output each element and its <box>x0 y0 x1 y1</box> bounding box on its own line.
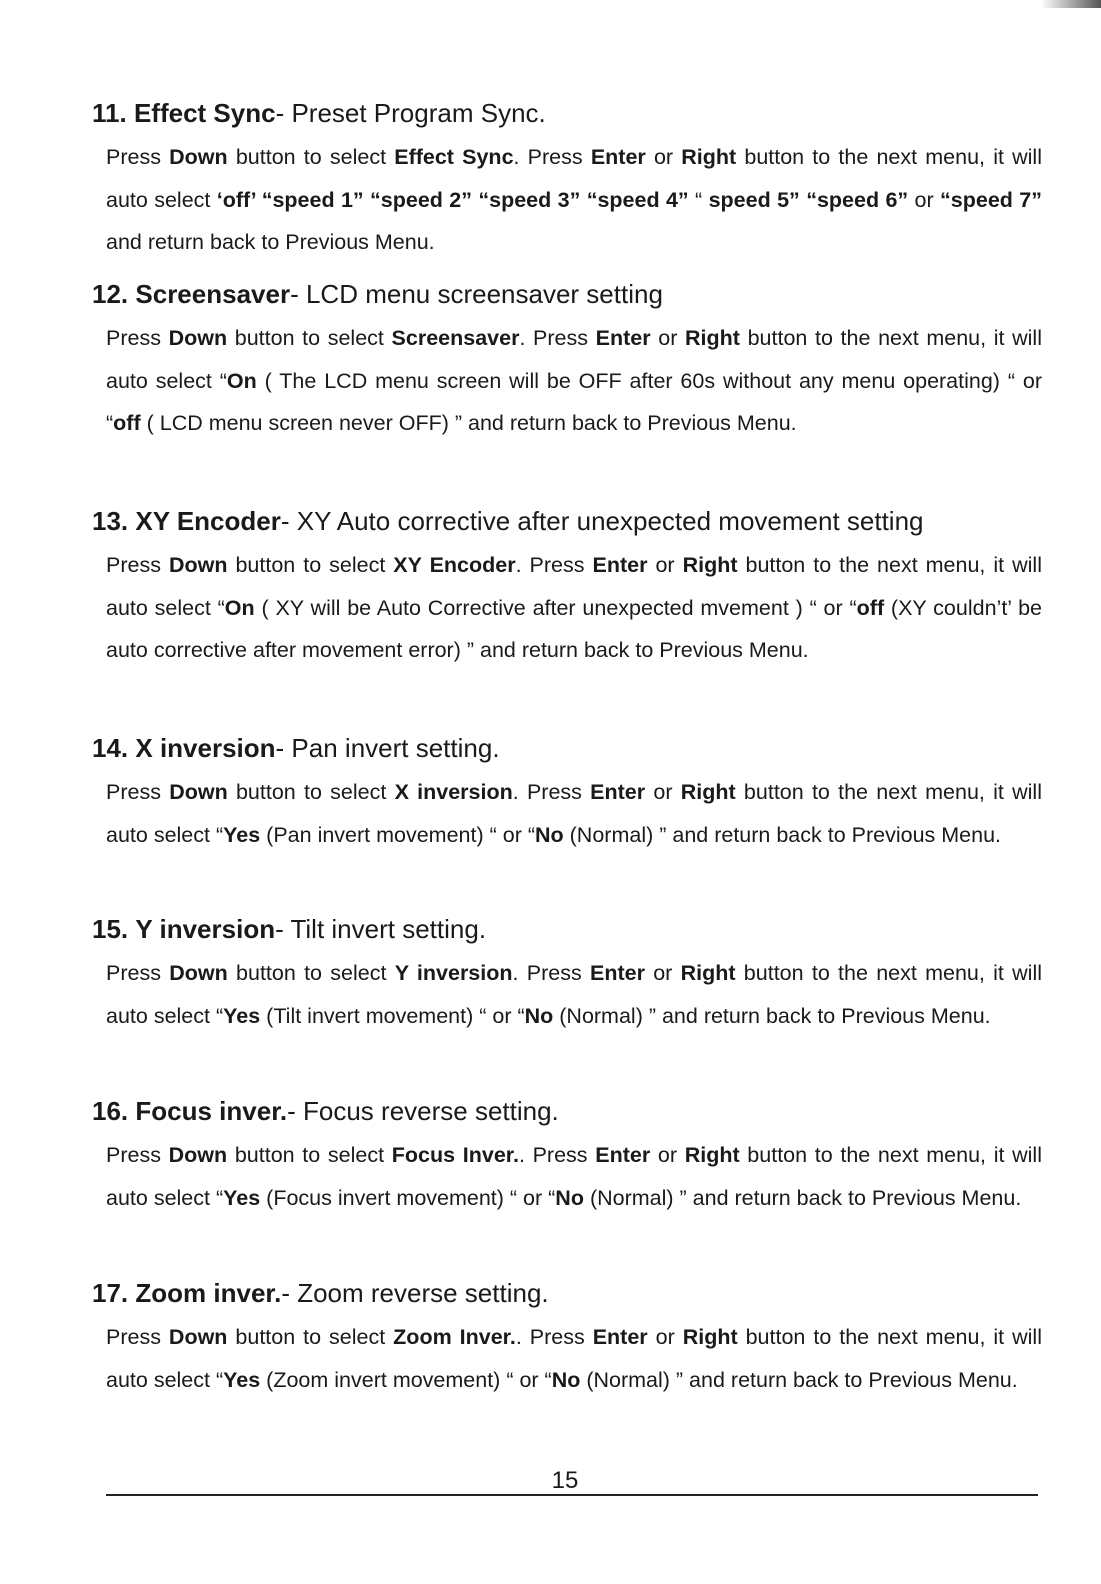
body-text-run: or <box>650 1143 685 1167</box>
body-bold-run: Focus Inver. <box>391 1143 519 1167</box>
body-text-run: . Press <box>513 145 591 169</box>
section-subtitle: - Pan invert setting. <box>275 733 500 763</box>
section-subtitle: - Tilt invert setting. <box>275 914 487 944</box>
section-heading <box>92 731 1042 765</box>
body-bold-run: Screensaver <box>391 326 520 350</box>
section-body <box>106 1134 1042 1219</box>
body-text-run: “ <box>688 187 709 212</box>
section-body <box>106 317 1042 445</box>
body-text-run: button to the next menu, it will auto select “ <box>106 1143 1042 1210</box>
body-bold-run: On <box>224 595 255 620</box>
body-bold-run: Down <box>169 780 228 804</box>
body-text-run: button to select <box>227 145 395 169</box>
body-text-run: or <box>645 145 682 169</box>
body-text-run: ( LCD menu screen never OFF) ” and return back to Previous Menu. <box>140 411 797 435</box>
body-text-run: Press <box>106 1143 169 1167</box>
section-body <box>106 1316 1042 1401</box>
body-bold-run: No <box>535 822 564 847</box>
body-text-run: or <box>644 961 681 985</box>
section-number: 12. <box>92 279 129 309</box>
body-bold-run: Right <box>684 1143 740 1167</box>
body-bold-run: Y inversion <box>394 961 513 985</box>
body-bold-run: Enter <box>590 145 646 169</box>
body-bold-run: Down <box>168 1143 228 1167</box>
section-xy-encoder <box>92 504 1042 672</box>
body-bold-run: X inversion <box>394 780 513 804</box>
body-text-run: button to the next menu, it will auto select “ <box>106 553 1042 620</box>
body-bold-run: Enter <box>592 553 648 577</box>
section-body <box>106 952 1042 1037</box>
page-corner-shadow <box>1041 0 1101 8</box>
body-bold-run: Yes <box>223 1003 261 1028</box>
body-text-run: ( XY will be Auto Corrective after unexpected mvement ) “ or “ <box>254 595 857 620</box>
section-subtitle: - Zoom reverse setting. <box>281 1278 549 1308</box>
body-text-run: Press <box>106 1325 169 1349</box>
section-title: Screensaver <box>135 279 291 309</box>
body-text-run: (Tilt invert movement) “ or “ <box>260 1003 525 1028</box>
section-heading <box>92 912 1042 946</box>
body-bold-run: Right <box>680 961 736 985</box>
body-text-run: or <box>645 780 681 804</box>
body-bold-run: off <box>856 595 885 620</box>
body-bold-run: On <box>226 368 257 393</box>
body-text-run: . Press <box>512 780 591 804</box>
section-body <box>106 136 1042 264</box>
section-number: 16. <box>92 1096 129 1126</box>
body-bold-run: ‘off’ “speed 1” “speed 2” “speed 3” “speed 4” <box>216 187 689 212</box>
section-body <box>106 771 1042 856</box>
body-bold-run: Right <box>681 145 737 169</box>
body-text-run: (Normal) ” and return back to Previous Menu. <box>583 1185 1022 1210</box>
body-text-run: Press <box>106 553 169 577</box>
section-number: 13. <box>92 506 129 536</box>
body-text-run: (Pan invert movement) “ or “ <box>260 822 535 847</box>
section-title: XY Encoder <box>135 506 281 536</box>
body-text-run: button to the next menu, it will auto select “ <box>106 961 1042 1028</box>
section-x-inversion <box>92 731 1042 856</box>
body-text-run: . Press <box>515 1325 593 1349</box>
section-subtitle: - LCD menu screensaver setting <box>290 279 663 309</box>
body-bold-run: Enter <box>590 780 646 804</box>
body-bold-run: Right <box>685 326 740 350</box>
section-heading <box>92 277 1042 311</box>
body-bold-run: Right <box>680 780 736 804</box>
body-bold-run: Right <box>682 553 738 577</box>
body-bold-run: Yes <box>223 822 261 847</box>
section-y-inversion <box>92 912 1042 1037</box>
body-text-run: button to the next menu, it will auto select <box>106 145 1042 212</box>
body-text-run: Press <box>106 326 169 350</box>
section-title: Y inversion <box>135 914 276 944</box>
section-title: Zoom inver. <box>135 1278 282 1308</box>
body-bold-run: speed 5” <box>708 187 800 212</box>
body-bold-run: Down <box>168 326 228 350</box>
section-title: Focus inver. <box>135 1096 288 1126</box>
body-text-run: . Press <box>515 553 593 577</box>
section-body <box>106 544 1042 672</box>
body-bold-run: “speed 7” <box>940 187 1042 212</box>
body-bold-run: “speed 6” <box>806 187 909 212</box>
body-bold-run: No <box>551 1367 581 1392</box>
section-zoom-inver <box>92 1276 1042 1401</box>
body-bold-run: Enter <box>595 326 651 350</box>
body-text-run: or <box>647 553 683 577</box>
body-text-run: button to select <box>227 780 395 804</box>
body-text-run: button to select <box>227 553 394 577</box>
body-text-run: button to the next menu, it will auto select “ <box>106 326 1042 393</box>
body-text-run: button to select <box>227 1143 392 1167</box>
body-bold-run: XY Encoder <box>393 553 516 577</box>
section-number: 15. <box>92 914 129 944</box>
body-text-run: button to select <box>227 326 392 350</box>
section-subtitle: - Focus reverse setting. <box>287 1096 559 1126</box>
body-bold-run: Down <box>169 961 228 985</box>
section-heading <box>92 1094 1042 1128</box>
section-heading <box>92 504 1042 538</box>
body-bold-run: Yes <box>223 1185 261 1210</box>
page-number: 15 <box>551 1467 579 1494</box>
body-bold-run: Down <box>169 145 228 169</box>
body-text-run: button to the next menu, it will auto select “ <box>106 1325 1042 1392</box>
body-text-run: button to select <box>227 1325 394 1349</box>
section-subtitle: - Preset Program Sync. <box>275 98 546 128</box>
section-heading <box>92 96 1042 130</box>
body-text-run: (XY couldn’t’ be auto corrective after movement error) ” and return back to Previous Menu. <box>106 595 1042 662</box>
section-number: 11. <box>92 98 127 128</box>
section-number: 14. <box>92 733 129 763</box>
body-text-run: (Normal) ” and return back to Previous Menu. <box>563 822 1002 847</box>
section-number: 17. <box>92 1278 129 1308</box>
body-text-run: button to the next menu, it will auto select “ <box>106 780 1042 847</box>
section-title: Effect Sync <box>133 98 276 128</box>
body-text-run: or <box>908 187 941 212</box>
body-bold-run: No <box>555 1185 584 1210</box>
body-bold-run: Zoom Inver. <box>393 1325 516 1349</box>
body-bold-run: Enter <box>595 1143 651 1167</box>
body-bold-run: off <box>113 411 141 435</box>
body-text-run: or <box>650 326 686 350</box>
section-focus-inver <box>92 1094 1042 1219</box>
footer-rule <box>106 1494 1038 1496</box>
body-bold-run: No <box>524 1003 554 1028</box>
body-text-run: Press <box>106 961 170 985</box>
body-text-run: (Normal) ” and return back to Previous Menu. <box>580 1367 1018 1392</box>
body-text-run: (Focus invert movement) “ or “ <box>260 1185 556 1210</box>
body-text-run: and return back to Previous Menu. <box>106 230 435 254</box>
body-text-run: Press <box>106 145 170 169</box>
body-bold-run: Enter <box>589 961 645 985</box>
body-text-run: or <box>647 1325 683 1349</box>
body-bold-run: Down <box>168 1325 228 1349</box>
body-text-run: . Press <box>519 326 596 350</box>
body-text-run: . Press <box>518 1143 596 1167</box>
section-heading <box>92 1276 1042 1310</box>
body-text-run: button to select <box>227 961 395 985</box>
section-effect-sync <box>92 96 1042 264</box>
body-text-run: Press <box>106 780 170 804</box>
body-bold-run: Enter <box>592 1325 648 1349</box>
section-subtitle: - XY Auto corrective after unexpected movement setting <box>280 506 924 536</box>
body-bold-run: Down <box>168 553 228 577</box>
body-text-run: . Press <box>512 961 590 985</box>
section-screensaver <box>92 277 1042 445</box>
body-bold-run: Right <box>682 1325 738 1349</box>
section-title: X inversion <box>135 733 276 763</box>
body-bold-run: Effect Sync <box>394 145 514 169</box>
body-text-run: ( The LCD menu screen will be OFF after 60s without any menu operating) “ or “ <box>106 368 1042 435</box>
body-text-run: (Normal) ” and return back to Previous Menu. <box>553 1003 991 1028</box>
body-bold-run: Yes <box>223 1367 261 1392</box>
body-text-run: (Zoom invert movement) “ or “ <box>260 1367 552 1392</box>
